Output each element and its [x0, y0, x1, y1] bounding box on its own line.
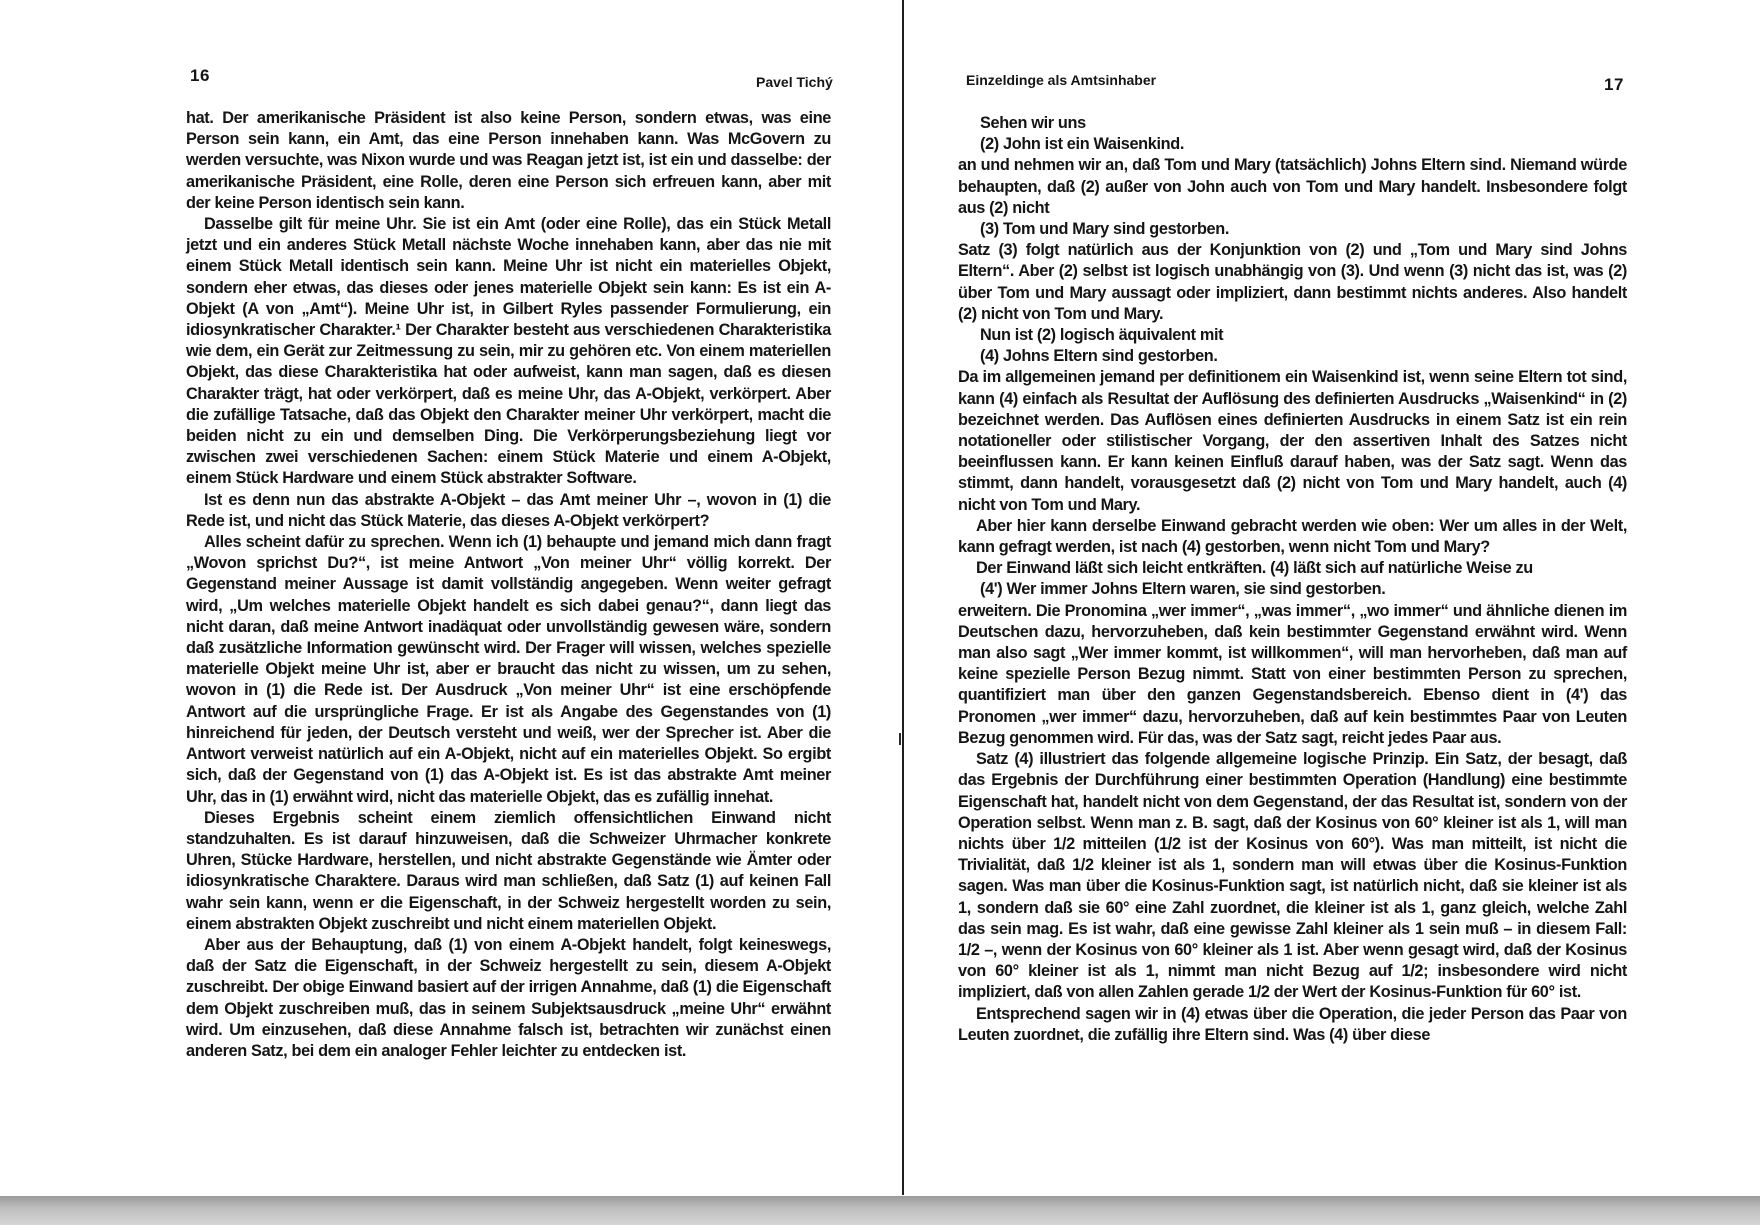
paragraph: Satz (4) illustriert das folgende allgemeine logische Prinzip. Ein Satz, der besagt, daß das Ergebnis der Durchführung einer bestimmten Operation (Handlung) eine bestimmte Eigenschaft hat, handelt nicht von dem Gegenstand, der das Resultat ist, sondern von der Operation selbst. Wenn man z. B. sagt, daß der Kosinus von 60° kleiner ist als 1, will man nichts über 1/2 mitteilen (1/2 ist der Kosinus von 60°). Was man mitteilt, ist nicht die Trivialität, daß 1/2 kleiner ist als 1, sondern man will etwas über die Kosinus-Funktion sagen. Was man über die Kosinus-Funktion sagt, ist natürlich nicht, daß sie kleiner ist als 1, sondern daß sie 60° eine Zahl zuordnet, die kleiner ist als 1, ganz gleich, welche Zahl das sein mag. Es ist wahr, daß eine gewisse Zahl kleiner als 1 sein muß – in diesem Fall: 1/2 –, wenn der Kosinus von 60° kleiner als 1 ist. Aber wenn gesagt wird, daß der Kosinus von 60° kleiner ist als 1, nimmt man nicht Bezug auf 1/2; insbesondere wird nicht impliziert, daß von allen Zahlen gerade 1/2 der Wert der Kosinus-Funktion für 60° ist. [958, 750, 1627, 1002]
example-line: (4) Johns Eltern sind gestorben. [980, 347, 1218, 366]
page-number: 17 [1604, 75, 1624, 94]
paragraph: Entsprechend sagen wir in (4) etwas über die Operation, die jeder Person das Paar von Leuten zuordnet, die zufällig ihre Eltern sind. Was (4) über diese [958, 1004, 1627, 1044]
page-number: 16 [190, 66, 210, 85]
running-head-title: Einzeldinge als Amtsinhaber [966, 72, 1157, 88]
paragraph: Der Einwand läßt sich leicht entkräften. (4) läßt sich auf natürliche Weise zu [976, 559, 1533, 578]
paragraph: Dasselbe gilt für meine Uhr. Sie ist ein Amt (oder eine Rolle), das ein Stück Metall jetzt und ein anderes Stück Metall nächste Woche innehaben kann, aber das nie mit einem Stück Metall identisch sein kann. Meine Uhr ist nicht ein materielles Objekt, sondern eher etwas, das dieses oder jenes materielle Objekt sein kann: Es ist ein A-Objekt (A von „Amt“). Meine Uhr ist, in Gilbert Ryles passender Formulierung, ein idiosynkratischer Charakter.¹ Der Charakter besteht aus verschiedenen Charakteristika wie dem, ein Gerät zur Zeitmessung zu sein, mir zu gehören etc. Von einem materiellen Objekt, das diese Charakteristika hat oder aufweist, kann man sagen, daß es diesen Charakter trägt, hat oder verkörpert, daß es meine Uhr, das A-Objekt, verkörpert. Aber die zufällige Tatsache, daß das Objekt den Charakter meiner Uhr verkörpert, macht die beiden nicht zu ein und demselben Ding. Die Verkörperungsbeziehung liegt vor zwischen zwei verschiedenen Sachen: einem Stück Materie und einem A-Objekt, einem Stück Hardware und einem Stück abstrakter Software. [186, 215, 831, 488]
right-page [904, 0, 1760, 1196]
paragraph: Satz (3) folgt natürlich aus der Konjunktion von (2) und „Tom und Mary sind Johns Eltern“. Aber (2) selbst ist logisch unabhängig von (3). Und wenn (3) nicht das ist, was (2) über Tom und Mary aussagt oder impliziert, dann bestimmt nichts anderes. Also handelt (2) nicht von Tom und Mary. [958, 241, 1627, 323]
paragraph: Dieses Ergebnis scheint einem ziemlich offensichtlichen Einwand nicht standzuhalten. Es ist darauf hinzuweisen, daß die Schweizer Uhrmacher konkrete Uhren, Stücke Hardware, herstellen, und nicht abstrakte Gegenstände wie Ämter oder idiosynkratische Charaktere. Daraus wird man schließen, daß Satz (1) auf keinen Fall wahr sein kann, wenn er die Eigenschaft, in der Schweiz hergestellt worden zu sein, einem abstrakten Objekt zuschreibt und nicht einem materiellen Objekt. [186, 808, 831, 933]
example-line: Sehen wir uns [980, 114, 1086, 132]
paragraph: Ist es denn nun das abstrakte A-Objekt – das Amt meiner Uhr –, wovon in (1) die Rede ist, und nicht das Stück Materie, das dieses A-Objekt verkörpert? [186, 490, 831, 530]
paragraph: erweitern. Die Pronomina „wer immer“, „was immer“, „wo immer“ und ähnliche dienen im Deutschen dazu, hervorzuheben, daß kein bestimmter Gegenstand erwähnt wird. Wenn man also sagt „Wer immer kommt, ist willkommen“, will man hervorheben, daß man auf keine spezielle Person Bezug nimmt. Statt von einer bestimmten Person zu sprechen, quantifiziert man über den ganzen Gegenstandsbereich. Ebenso dient in (4') das Pronomen „wer immer“ dazu, hervorzuheben, daß auf kein bestimmtes Paar von Leuten Bezug genommen wird. Für das, was der Satz sagt, reicht jedes Paar aus. [958, 601, 1627, 747]
running-head-author: Pavel Tichý [756, 74, 833, 90]
body-text [958, 113, 1627, 1046]
example-line: Nun ist (2) logisch äquivalent mit [980, 326, 1224, 345]
paragraph: hat. Der amerikanische Präsident ist also keine Person, sondern etwas, was eine Person sein kann, ein Amt, das eine Person innehaben kann. Was McGovern zu werden versuchte, was Nixon wurde und was Reagan jetzt ist, ist ein und dasselbe: der amerikanische Präsident, eine Rolle, deren eine Person sich erfreuen kann, aber mit der keine Person identisch sein kann. [186, 109, 831, 212]
paragraph: an und nehmen wir an, daß Tom und Mary (tatsächlich) Johns Eltern sind. Niemand würde behaupten, daß (2) außer von John auch von Tom und Mary handelt. Insbesondere folgt aus (2) nicht [958, 156, 1627, 217]
paragraph: Da im allgemeinen jemand per definitionem ein Waisenkind ist, wenn seine Eltern tot sind, kann (4) einfach als Resultat der Auflösung des definierten Ausdrucks „Waisenkind“ in (2) bezeichnet werden. Das Auflösen eines definierten Ausdrucks in einem Satz ist ein rein notationeller oder stilistischer Vorgang, der den assertiven Inhalt des Satzes nicht beeinflussen kann. Er kann keinen Einfluß darauf haben, was der Satz sagt. Wenn das stimmt, dann handelt, vorausgesetzt daß (2) nicht von Tom und Mary handelt, auch (4) nicht von Tom und Mary. [958, 368, 1627, 514]
scan-mark [899, 733, 901, 745]
example-line: (4') Wer immer Johns Eltern waren, sie sind gestorben. [980, 580, 1386, 599]
paragraph: Aber aus der Behauptung, daß (1) von einem A-Objekt handelt, folgt keineswegs, daß der Satz die Eigenschaft, in der Schweiz hergestellt zu sein, diesem A-Objekt zuschreibt. Der obige Einwand basiert auf der irrigen Annahme, daß (1) die Eigenschaft dem Objekt zuschreiben muß, das in seinem Subjektsausdruck „meine Uhr“ erwähnt wird. Um einzusehen, daß diese Annahme falsch ist, betrachten wir zunächst einen anderen Satz, bei dem ein analoger Fehler leichter zu entdecken ist. [186, 935, 831, 1060]
scanner-edge-shadow [0, 1196, 1760, 1225]
paragraph: Alles scheint dafür zu sprechen. Wenn ich (1) behaupte und jemand mich dann fragt „Wovon sprichst Du?“, ist meine Antwort „Von meiner Uhr“ völlig korrekt. Der Gegenstand meiner Aussage ist damit vollständig angegeben. Wenn weiter gefragt wird, „Um welches materielle Objekt handelt es sich dabei genau?“, dann liegt das nicht daran, daß meine Antwort inadäquat oder unvollständig gewesen wäre, sondern daß zusätzliche Information gewünscht wird. Der Frager will wissen, welches spezielle materielle Objekt meine Uhr ist, aber er braucht das nicht zu wissen, um zu sehen, wovon in (1) die Rede ist. Der Ausdruck „Von meiner Uhr“ ist eine erschöpfende Antwort auf die ursprüngliche Frage. Er ist als Angabe des Gegenstandes von (1) hinreichend für jeden, der Deutsch versteht und weiß, wer der Sprecher ist. Aber die Antwort verweist natürlich auf ein A-Objekt, nicht auf ein materielles Objekt. So ergibt sich, daß der Gegenstand von (1) das A-Objekt ist. Es ist das abstrakte Amt meiner Uhr, das in (1) erwähnt wird, nicht das materielle Objekt, das es zufällig innehat. [186, 533, 831, 806]
example-line: (3) Tom und Mary sind gestorben. [980, 220, 1230, 239]
paragraph: Aber hier kann derselbe Einwand gebracht werden wie oben: Wer um alles in der Welt, kann gefragt werden, ist nach (4) gestorben, wenn nicht Tom und Mary? [958, 516, 1627, 557]
example-line: (2) John ist ein Waisenkind. [980, 135, 1184, 154]
body-text [186, 108, 831, 1062]
